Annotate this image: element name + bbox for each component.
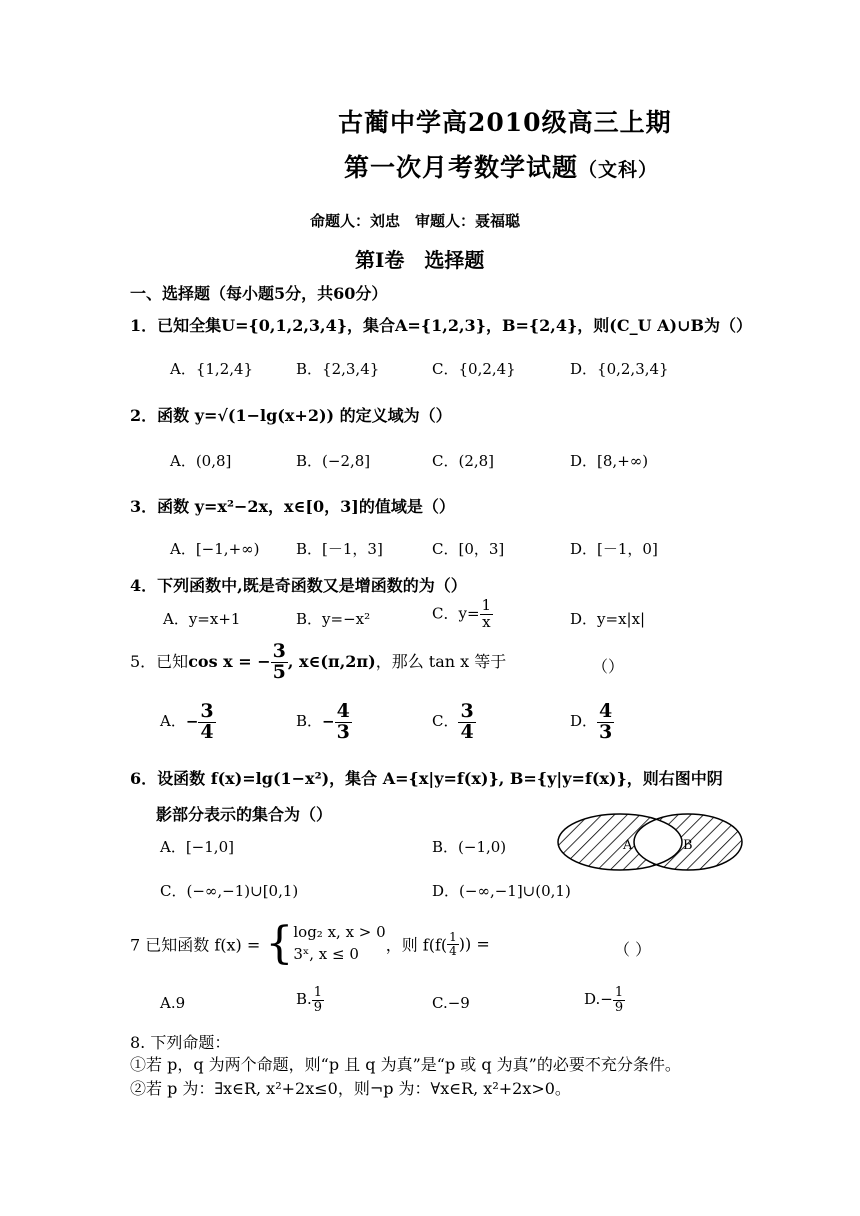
q4-option-c-label: C． [432, 604, 459, 623]
option-sign: − [322, 712, 335, 731]
q1-option-a: A．{1,2,4} [170, 360, 254, 378]
option-sign: − [185, 712, 199, 731]
fraction-denominator: 4 [200, 720, 214, 743]
option-fraction [198, 702, 215, 743]
q1-option-d: D．{0,2,3,4} [570, 360, 669, 378]
question-7-text [130, 918, 490, 969]
fraction-denominator: 9 [614, 999, 624, 1015]
q4-option-c [432, 598, 493, 631]
option-fraction [312, 986, 324, 1014]
venn-diagram [555, 810, 745, 874]
q1-option-b: B．{2,3,4} [296, 360, 380, 378]
option-label: A． [160, 712, 186, 731]
q5-prefix: 5．已知 [130, 651, 189, 671]
question-2-text: 2．函数 y=√(1−lg(x+2)) 的定义域为（） [130, 406, 452, 425]
question-8-item-1: ①若 p，q 为两个命题，则“p 且 q 为真”是“p 或 q 为真”的必要不充分条件。 [130, 1055, 681, 1074]
q3-option-d: D．[－1，0] [570, 540, 658, 558]
fraction-denominator: 5 [272, 660, 286, 683]
option-label: B． [296, 712, 323, 731]
q4-option-c-fraction [480, 598, 494, 631]
q5-option-d [570, 702, 614, 743]
q7-mid: ，则 f(f( [385, 935, 448, 955]
q4-option-c-prefix: y= [458, 604, 480, 623]
fraction-denominator: 3 [599, 720, 613, 743]
venn-label-b: B [683, 838, 693, 853]
q4-option-d: D．y=x|x| [570, 610, 646, 628]
q7-brace: { [265, 918, 294, 969]
fraction-numerator: 1 [449, 929, 457, 944]
fraction-numerator: 1 [313, 985, 323, 1000]
q3-option-a: A．[−1,+∞) [170, 540, 260, 558]
q5-option-b [296, 702, 352, 743]
option-label: B. [296, 990, 312, 1009]
fraction-numerator: 3 [272, 640, 286, 662]
q2-option-a: A．(0,8] [170, 452, 232, 470]
title-suffix: （文科） [578, 159, 659, 181]
question-3-text: 3．函数 y=x²−2x，x∈[0，3]的值域是（） [130, 497, 455, 516]
q7-option-d [584, 986, 625, 1014]
question-6-line-1: 6．设函数 f(x)=lg(1−x²)，集合 A={x|y=f(x)}, B={y|y=f(x)}，则右图中阴 [130, 769, 723, 788]
q6-option-a: A．[−1,0] [160, 838, 234, 856]
option-fraction [597, 702, 614, 743]
fraction-denominator: 4 [449, 943, 457, 958]
q5-suffix: ，那么 tan x 等于 [375, 651, 507, 671]
q7-piecewise [293, 922, 385, 966]
title-main: 第一次月考数学试题 [344, 153, 579, 182]
q2-option-b: B．(−2,8] [296, 452, 371, 470]
q7-prefix: 7 已知函数 f(x) = [130, 935, 266, 955]
q7-case-2: 3ˣ, x ≤ 0 [293, 945, 359, 963]
fraction-numerator: 1 [614, 985, 624, 1000]
section-heading: 一、选择题（每小题5分，共60分） [130, 284, 388, 303]
volume-title: 第Ⅰ卷 选择题 [355, 248, 485, 272]
author-line: 命题人：刘忠 审题人：聂福聪 [310, 212, 521, 230]
title-line-2 [344, 148, 658, 184]
question-1-text: 1．已知全集U={0,1,2,3,4}，集合A={1,2,3}，B={2,4}，则(C_U A)∪B为（） [130, 316, 753, 335]
fraction-denominator: x [482, 612, 491, 631]
q5-option-a [160, 702, 216, 743]
q7-case-1: log₂ x, x > 0 [293, 923, 386, 942]
title-line-1: 古蔺中学高2010级高三上期 [338, 108, 672, 137]
q5-cos: cos x = − [188, 651, 271, 671]
fraction-numerator: 4 [336, 700, 350, 722]
q7-tail: )) = [458, 934, 490, 954]
option-label: C． [432, 712, 459, 731]
option-fraction [458, 702, 475, 743]
fraction-numerator: 3 [460, 700, 474, 722]
option-label: D.− [584, 990, 613, 1009]
fraction-numerator: 1 [481, 596, 492, 614]
q2-option-d: D．[8,+∞) [570, 452, 649, 470]
q7-option-c: C.−9 [432, 994, 470, 1012]
q7-fraction [447, 931, 459, 957]
question-8-heading: 8. 下列命题： [130, 1033, 231, 1052]
option-label: D． [570, 712, 598, 731]
option-fraction [613, 986, 625, 1014]
q7-option-b [296, 986, 324, 1014]
fraction-denominator: 9 [313, 999, 323, 1015]
question-5-text [130, 642, 506, 683]
q7-option-a: A.9 [160, 994, 186, 1012]
fraction-denominator: 3 [336, 720, 350, 743]
q5-option-c [432, 702, 476, 743]
q5-answer-paren: （） [592, 657, 625, 676]
fraction-numerator: 4 [599, 700, 613, 722]
q6-option-c: C．(−∞,−1)∪[0,1) [160, 882, 299, 900]
q6-option-b: B．(−1,0) [432, 838, 507, 856]
q6-option-d: D．(−∞,−1]∪(0,1) [432, 882, 571, 900]
q4-option-a: A．y=x+1 [163, 610, 241, 628]
question-8-item-2: ②若 p 为：∃x∈R, x²+2x≤0，则¬p 为：∀x∈R, x²+2x>0。 [130, 1079, 571, 1098]
q4-option-b: B．y=−x² [296, 610, 371, 628]
q5-domain: , x∈(π,2π) [287, 651, 376, 671]
q5-fraction [271, 642, 288, 683]
q7-answer-paren: （ ） [614, 940, 652, 959]
q1-option-c: C．{0,2,4} [432, 360, 516, 378]
q3-option-b: B．[－1，3] [296, 540, 383, 558]
question-6-line-2: 影部分表示的集合为（） [156, 805, 333, 824]
fraction-denominator: 4 [460, 720, 474, 743]
q2-option-c: C．(2,8] [432, 452, 495, 470]
question-4-text: 4．下列函数中,既是奇函数又是增函数的为（） [130, 576, 467, 595]
q3-option-c: C．[0，3] [432, 540, 505, 558]
venn-label-a: A [623, 838, 633, 853]
option-fraction [335, 702, 352, 743]
fraction-numerator: 3 [200, 700, 214, 722]
